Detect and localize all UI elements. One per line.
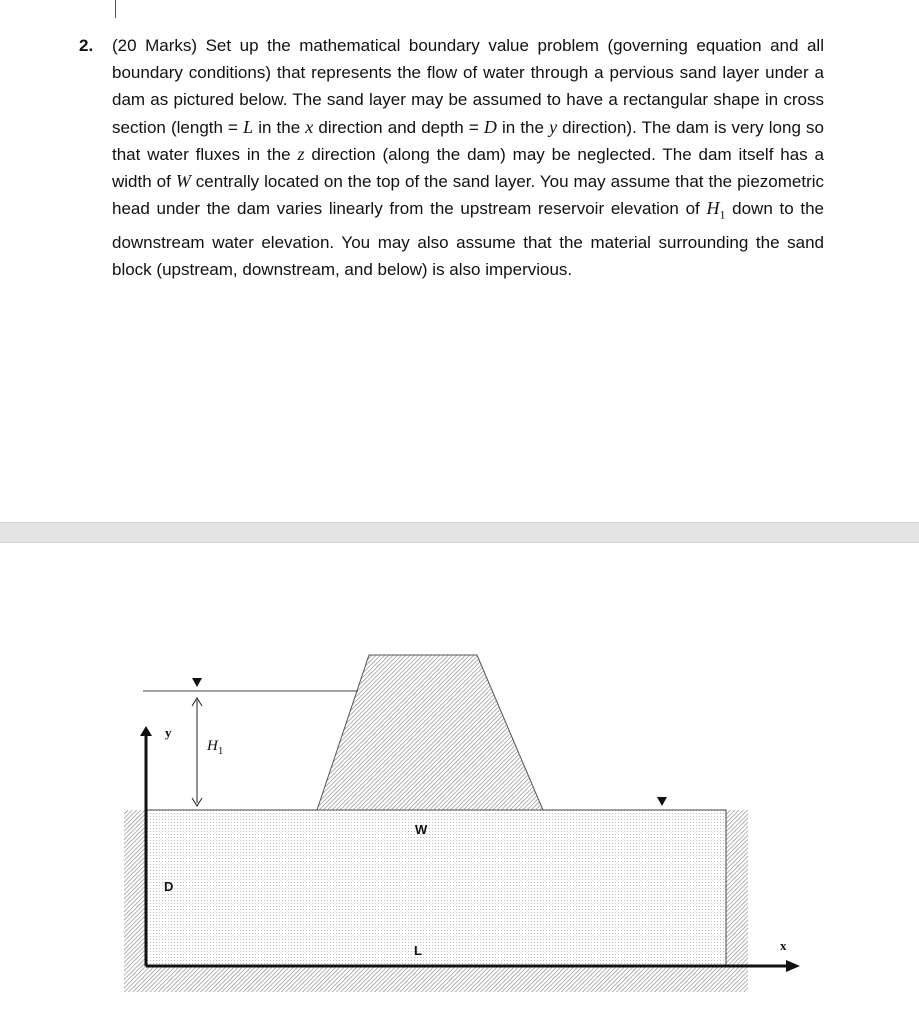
impervious-base xyxy=(124,966,748,992)
question-marks: (20 Marks) xyxy=(112,36,198,55)
label-l: L xyxy=(414,943,422,958)
label-w: W xyxy=(415,822,428,837)
question-text: (20 Marks) Set up the mathematical boundary value problem (governing equation and all boundary conditions) that represents the flow of water through a pervious sand layer under a dam as pictured below. The sand layer may be assumed to have a rectangular shape in cross section (length = L in the x direction and depth = D in the y direction). The dam is very long so that water fluxes in the z direction (along the dam) may be neglected. The dam itself has a width of W centrally located on the top of the sand layer. You may assume that the piezometric head under the dam varies linearly from the upstream reservoir elevation of $H_1$ down to the downstream water elevation. You may also assume that the material surrounding the sand block (upstream, downstream, and below) is also impervious. xyxy=(112,36,825,280)
symbol-H1: $H_1$ xyxy=(706,198,726,222)
upstream-water-level-marker xyxy=(192,678,202,687)
x-axis-arrowhead xyxy=(786,960,800,972)
symbol-y: y xyxy=(549,116,558,137)
label-x: x xyxy=(780,938,787,953)
impervious-wall-left xyxy=(124,810,148,970)
symbol-z: z xyxy=(297,143,305,164)
downstream-water-level-marker xyxy=(657,797,667,806)
symbol-L: L xyxy=(243,116,254,137)
symbol-D: D xyxy=(483,116,497,137)
label-d: D xyxy=(164,879,174,894)
question-number: 2. xyxy=(79,36,94,55)
symbol-W: W xyxy=(175,171,191,192)
sand-layer xyxy=(146,810,726,966)
label-h1: $H_1$ xyxy=(207,738,224,757)
label-y: y xyxy=(165,725,172,740)
dam-body xyxy=(317,655,543,810)
impervious-wall-right xyxy=(726,810,748,970)
symbol-x: x xyxy=(305,116,314,137)
y-axis-arrowhead xyxy=(140,726,152,736)
